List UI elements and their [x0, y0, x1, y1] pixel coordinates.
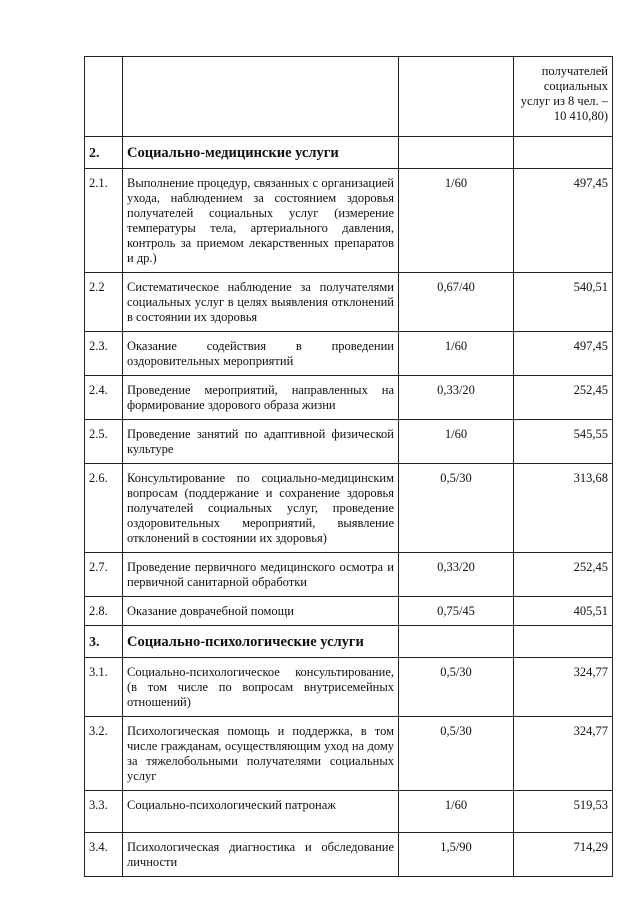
service-price: 252,45: [514, 376, 613, 420]
time-norm: 1/60: [399, 420, 514, 464]
service-name: Социально-психологический патронаж: [123, 791, 399, 833]
cell-empty: [85, 57, 123, 137]
time-norm: 0,75/45: [399, 597, 514, 626]
row-number: 2.1.: [85, 169, 123, 273]
service-price: 324,77: [514, 658, 613, 717]
service-name: Оказание содействия в проведении оздоровительных мероприятий: [123, 332, 399, 376]
table-row: [85, 273, 613, 332]
row-number: 3.1.: [85, 658, 123, 717]
row-number: 3.4.: [85, 833, 123, 877]
time-norm: 1/60: [399, 332, 514, 376]
row-number: 3.2.: [85, 717, 123, 791]
service-name: Психологическая диагностика и обследование личности: [123, 833, 399, 877]
service-price: 324,77: [514, 717, 613, 791]
table-row: [85, 833, 613, 877]
service-name: Проведение мероприятий, направленных на формирование здорового образа жизни: [123, 376, 399, 420]
service-price: 714,29: [514, 833, 613, 877]
row-number: 2.4.: [85, 376, 123, 420]
table-row: [85, 553, 613, 597]
row-number: 2.6.: [85, 464, 123, 553]
time-norm: 0,67/40: [399, 273, 514, 332]
table-row: [85, 169, 613, 273]
service-name: Проведение занятий по адаптивной физической культуре: [123, 420, 399, 464]
section-header: [85, 626, 613, 658]
row-number: 2.7.: [85, 553, 123, 597]
table-row: [85, 376, 613, 420]
row-number: 2.3.: [85, 332, 123, 376]
table-row: [85, 658, 613, 717]
table-row: [85, 332, 613, 376]
table-row: [85, 420, 613, 464]
continuation-row: [85, 57, 613, 137]
time-norm: 1/60: [399, 169, 514, 273]
section-title: Социально-психологические услуги: [123, 626, 399, 658]
row-number: 3.3.: [85, 791, 123, 833]
service-name: Проведение первичного медицинского осмотра и первичной санитарной обработки: [123, 553, 399, 597]
table-row: [85, 791, 613, 833]
service-name: Систематическое наблюдение за получателями социальных услуг в целях выявления отклонений в состоянии их здоровья: [123, 273, 399, 332]
time-norm: 0,33/20: [399, 376, 514, 420]
cell-empty: [399, 57, 514, 137]
service-price: 545,55: [514, 420, 613, 464]
service-price: 497,45: [514, 169, 613, 273]
time-norm: 0,5/30: [399, 658, 514, 717]
service-name: Оказание доврачебной помощи: [123, 597, 399, 626]
time-norm: 1/60: [399, 791, 514, 833]
section-header: [85, 137, 613, 169]
table-row: [85, 597, 613, 626]
row-number: 2.2: [85, 273, 123, 332]
service-price: 252,45: [514, 553, 613, 597]
service-name: Психологическая помощь и поддержка, в том числе гражданам, осуществляющим уход на дому за тяжелобольными получателями социальных услуг: [123, 717, 399, 791]
table-row: [85, 717, 613, 791]
service-price: 313,68: [514, 464, 613, 553]
section-title: Социально-медицинские услуги: [123, 137, 399, 169]
row-number: 2.8.: [85, 597, 123, 626]
section-number: 3.: [85, 626, 123, 658]
cell-empty: [123, 57, 399, 137]
service-price: 519,53: [514, 791, 613, 833]
service-price: 540,51: [514, 273, 613, 332]
time-norm: 0,33/20: [399, 553, 514, 597]
time-norm: 0,5/30: [399, 464, 514, 553]
service-name: Социально-психологическое консультирование, (в том числе по вопросам внутрисемейных отношений): [123, 658, 399, 717]
time-norm: 0,5/30: [399, 717, 514, 791]
price-note: получателей социальных услуг из 8 чел. – 10 410,80): [514, 57, 613, 137]
service-name: Выполнение процедур, связанных с организацией ухода, наблюдением за состоянием здоровья получателей социальных услуг (измерение температуры тела, артериального давления, контроль за приемом лекарственных препаратов и др.): [123, 169, 399, 273]
services-table: [84, 56, 613, 877]
service-name: Консультирование по социально-медицинским вопросам (поддержание и сохранение здоровья получателей социальных услуг, проведение оздоровительных мероприятий, выявление отклонений в состоянии их здоровья): [123, 464, 399, 553]
table-row: [85, 464, 613, 553]
service-price: 405,51: [514, 597, 613, 626]
time-norm: 1,5/90: [399, 833, 514, 877]
service-price: 497,45: [514, 332, 613, 376]
section-number: 2.: [85, 137, 123, 169]
row-number: 2.5.: [85, 420, 123, 464]
